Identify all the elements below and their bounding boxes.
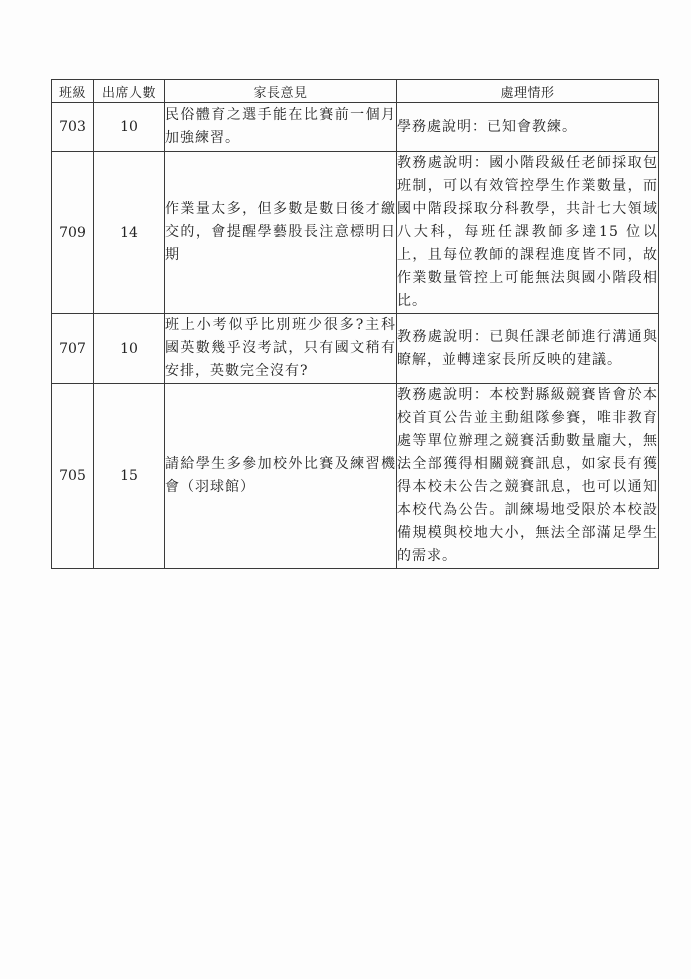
cell-handling: 學務處說明：已知會教練。: [397, 103, 659, 152]
table-header-row: [52, 80, 659, 103]
header-class: 班級: [52, 80, 94, 103]
cell-opinion: 民俗體育之選手能在比賽前一個月加強練習。: [165, 103, 397, 152]
cell-attendance: 10: [94, 314, 165, 384]
header-opinion: 家長意見: [165, 80, 397, 103]
cell-handling: 教務處說明：國小階段級任老師採取包班制，可以有效管控學生作業數量，而國中階段採取分科教學，共計七大領域八大科，每班任課教師多達15 位以上，且每位教師的課程進度皆不同，故作業數量管控上可能無法與國小階段相比。: [397, 152, 659, 314]
cell-attendance: 10: [94, 103, 165, 152]
parent-opinion-table: [51, 79, 659, 569]
table-row: [52, 314, 659, 384]
table-row: [52, 152, 659, 314]
cell-class: 709: [52, 152, 94, 314]
cell-opinion: 班上小考似乎比別班少很多?主科國英數幾乎沒考試，只有國文稍有安排，英數完全沒有?: [165, 314, 397, 384]
table-row: [52, 103, 659, 152]
cell-class: 707: [52, 314, 94, 384]
cell-attendance: 15: [94, 384, 165, 569]
cell-attendance: 14: [94, 152, 165, 314]
cell-opinion: 請給學生多參加校外比賽及練習機會（羽球館）: [165, 384, 397, 569]
table-row: [52, 384, 659, 569]
cell-opinion: 作業量太多，但多數是數日後才繳交的，會提醒學藝股長注意標明日期: [165, 152, 397, 314]
cell-handling: 教務處說明：已與任課老師進行溝通與瞭解，並轉達家長所反映的建議。: [397, 314, 659, 384]
cell-handling: 教務處說明：本校對縣級競賽皆會於本校首頁公告並主動組隊參賽，唯非教育處等單位辦理之競賽活動數量龐大，無法全部獲得相關競賽訊息，如家長有獲得本校未公告之競賽訊息，也可以通知本校代為公告。訓練場地受限於本校設備規模與校地大小，無法全部滿足學生的需求。: [397, 384, 659, 569]
cell-class: 703: [52, 103, 94, 152]
header-attendance: 出席人數: [94, 80, 165, 103]
cell-class: 705: [52, 384, 94, 569]
header-handling: 處理情形: [397, 80, 659, 103]
